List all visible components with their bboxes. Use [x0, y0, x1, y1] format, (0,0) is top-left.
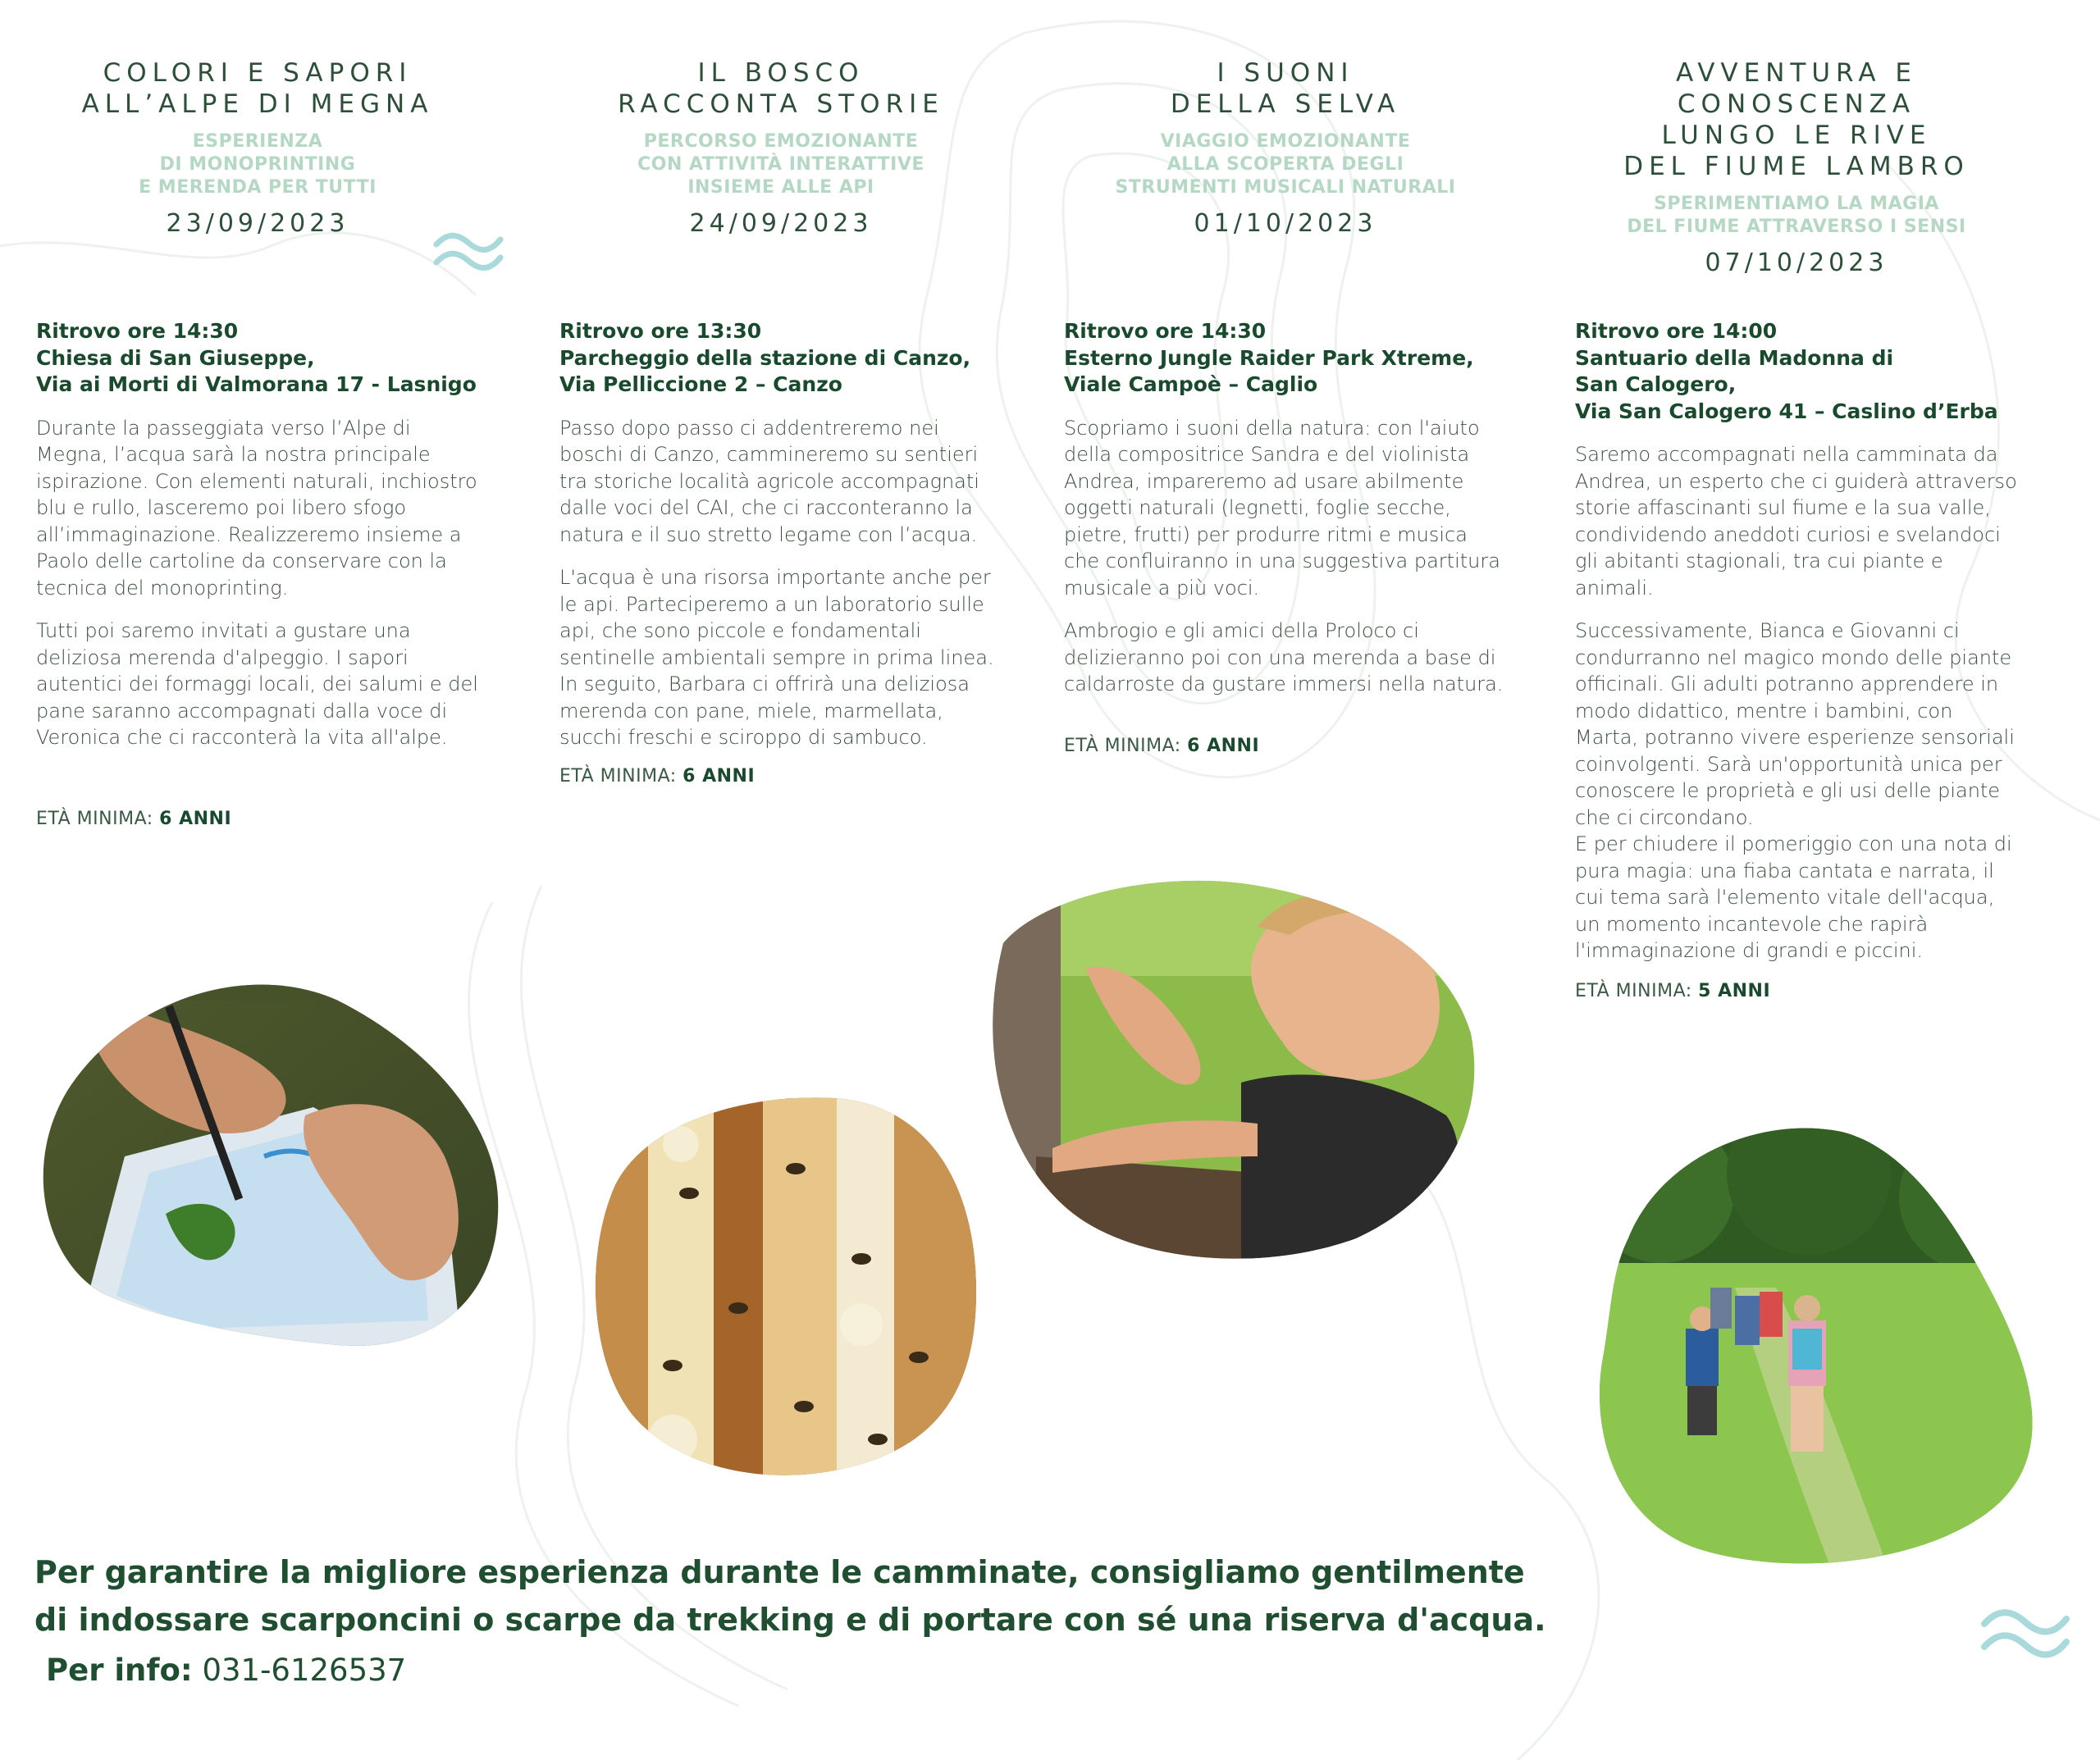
- event-title: I SUONI DELLA SELVA: [1170, 58, 1401, 119]
- event-header: [11, 57, 504, 238]
- wave-icon: [1979, 1607, 2071, 1658]
- description-paragraph: Ambrogio e gli amici della Proloco ci delizieranno poi con una merenda a base di caldarroste da gustare immersi nella natura.: [1064, 619, 1504, 695]
- description-paragraph: Passo dopo passo ci addentreremo nei boschi di Canzo, cammineremo su sentieri tra storiche località agricole accompagnati dalle voci del CAI, che ci racconteranno la natura e il suo stretto legame con l’acqua.: [559, 416, 979, 546]
- description-paragraph: Successivamente, Bianca e Giovanni ci condurranno nel magico mondo delle piante officinali. Gli adulti potranno apprendere in modo didattico, mentre i bambini, con Marta, potranno vivere esperienze sensoriali coinvolgenti. Sarà un'opportunità unica per conoscere le proprietà e gli usi delle piante che ci circondano.: [1575, 619, 2015, 829]
- event-title: COLORI E SAPORI ALL’ALPE DI MEGNA: [81, 58, 434, 119]
- event-title: IL BOSCO RACCONTA STORIE: [618, 58, 944, 119]
- event-body: [36, 318, 479, 829]
- footer-notice: [34, 1548, 1577, 1691]
- event-subtitle: ESPERIENZA DI MONOPRINTING E MERENDA PER TUTTI: [139, 131, 377, 198]
- event-subtitle: PERCORSO EMOZIONANTE CON ATTIVITÀ INTERATTIVE INSIEME ALLE API: [637, 131, 924, 198]
- event-header: [1550, 57, 2043, 277]
- event-body: [559, 318, 1002, 787]
- hiking-group-photo: [1596, 1124, 2043, 1575]
- meeting-point: Ritrovo ore 14:30 Chiesa di San Giuseppe, Via ai Morti di Valmorana 17 - Lasnigo: [36, 319, 477, 396]
- event-body: [1575, 318, 2018, 1001]
- meeting-point: Ritrovo ore 14:30 Esterno Jungle Raider Park Xtreme, Viale Campoè – Caglio: [1064, 319, 1474, 396]
- description-paragraph: Durante la passeggiata verso l’Alpe di Megna, l’acqua sarà la nostra principale ispirazione. Con elementi naturali, inchiostro blu e rullo, lasceremo poi libero sfogo all’immaginazione. Realizzeremo insieme a Paolo delle cartoline da conservare con la tecnica del monoprinting.: [36, 416, 477, 600]
- event-header: [1039, 57, 1532, 238]
- event-title: AVVENTURA E CONOSCENZA LUNGO LE RIVE DEL FIUME LAMBRO: [1623, 58, 1970, 181]
- description-paragraph: L'acqua è una risorsa importante anche per le api. Parteciperemo a un laboratorio sulle api, che sono piccole e fondamentali sentinelle ambientali sempre in prima linea. In seguito, Barbara ci offrirà una deliziosa merenda con pane, miele, marmellata, succhi freschi e sciroppo di sambuco.: [559, 566, 994, 749]
- description-paragraph: Saremo accompagnati nella camminata da Andrea, un esperto che ci guiderà attraverso storie affascinanti sul fiume e la sua valle, condividendo aneddoti curiosi e svelandoci gli abitanti stagionali, tra cui piante e animali.: [1575, 443, 2017, 600]
- monoprinting-photo: [34, 968, 502, 1353]
- minimum-age: ETÀ MINIMA: 6 ANNI: [1064, 735, 1260, 756]
- minimum-age: ETÀ MINIMA: 5 ANNI: [1575, 980, 1771, 1001]
- minimum-age: ETÀ MINIMA: 6 ANNI: [36, 808, 232, 829]
- meeting-point: Ritrovo ore 13:30 Parcheggio della stazione di Canzo, Via Pelliccione 2 – Canzo: [559, 319, 971, 396]
- phone-number[interactable]: 031-6126537: [202, 1653, 407, 1688]
- contact-info: Per info: 031-6126537: [46, 1653, 407, 1688]
- description-paragraph: Scopriamo i suoni della natura: con l'aiuto della compositrice Sandra e del violinista Andrea, impareremo ad usare abilmente oggetti naturali (legnetti, foglie secche, pietre, frutti) per produrre ritmi e musica che confluiranno in una suggestiva partitura musicale a più voci.: [1064, 416, 1500, 600]
- description-paragraph: Tutti poi saremo invitati a gustare una deliziosa merenda d'alpeggio. I sapori autentici dei formaggi locali, dei salumi e del pane saranno accompagnati dalla voce di Veronica che ci racconterà la vita all'alpe.: [36, 619, 478, 749]
- event-body: [1064, 318, 1507, 756]
- meeting-point: Ritrovo ore 14:00 Santuario della Madonna di San Calogero, Via San Calogero 41 – Caslino d’Erba: [1575, 319, 1998, 423]
- minimum-age: ETÀ MINIMA: 6 ANNI: [559, 765, 756, 787]
- event-header: [535, 57, 1027, 238]
- child-playing-photo: [987, 878, 1475, 1263]
- event-date: 01/10/2023: [1194, 209, 1377, 238]
- equipment-advice: Per garantire la migliore esperienza durante le camminate, consigliamo gentilmente di indossare scarponcini o scarpe da trekking e di portare con sé una riserva d'acqua.: [34, 1554, 1546, 1638]
- description-paragraph: E per chiudere il pomeriggio con una nota di pura magia: una fiaba cantata e narrata, il cui tema sarà l'elemento vitale dell'acqua, un momento incantevole che rapirà l'immaginazione di grandi e piccini.: [1575, 832, 2012, 962]
- event-subtitle: SPERIMENTIAMO LA MAGIA DEL FIUME ATTRAVERSO I SENSI: [1627, 194, 1966, 237]
- event-date: 07/10/2023: [1705, 248, 1888, 277]
- event-date: 23/09/2023: [166, 209, 349, 238]
- event-date: 24/09/2023: [689, 209, 873, 238]
- event-subtitle: VIAGGIO EMOZIONANTE ALLA SCOPERTA DEGLI STRUMENTI MUSICALI NATURALI: [1115, 131, 1456, 198]
- beehive-photo: [591, 1095, 980, 1480]
